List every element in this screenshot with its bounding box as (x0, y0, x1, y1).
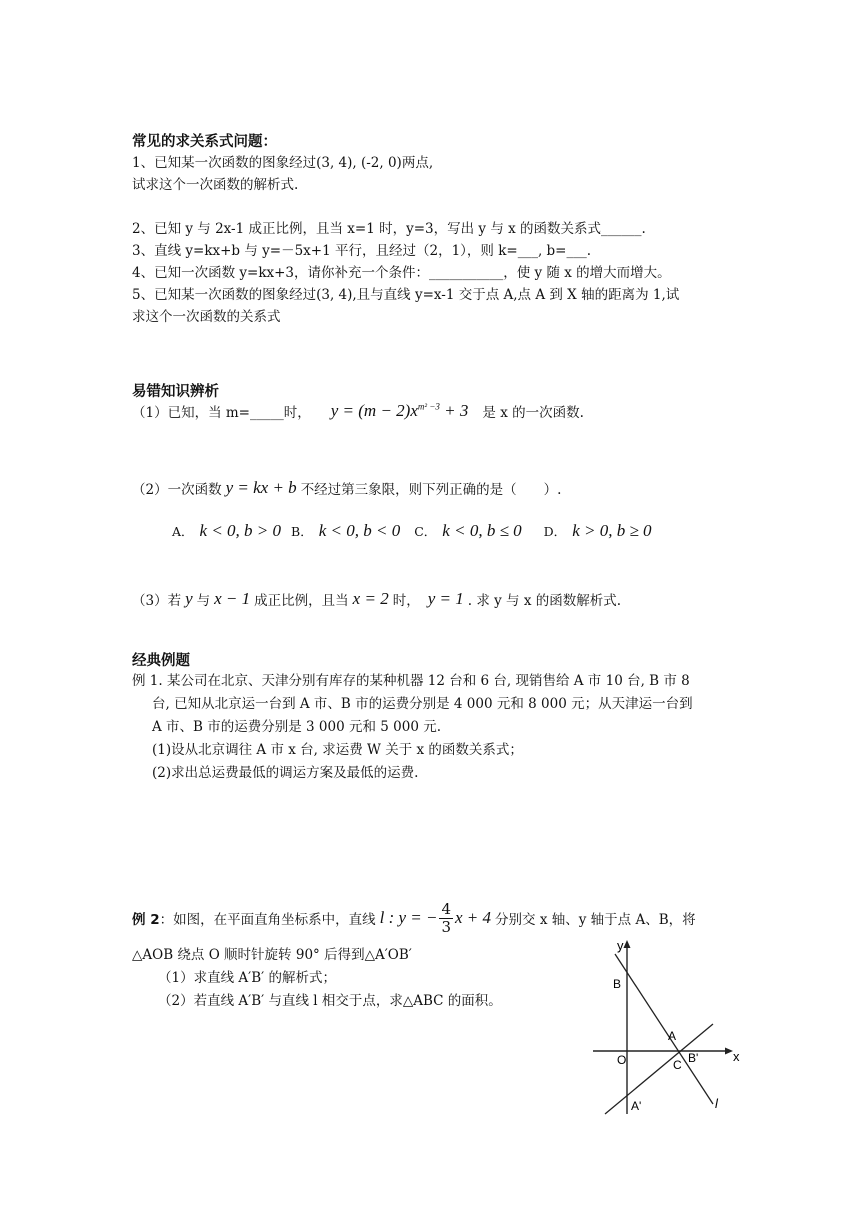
q3-text-b: 与 (196, 593, 211, 609)
label-l: l (715, 1096, 718, 1111)
problem-2: 2、已知 y 与 2x-1 成正比例，且当 x=1 时，y=3，写出 y 与 x 的函数关系式______. (132, 221, 646, 237)
problem-4: 4、已知一次函数 y=kx+3，请你补充一个条件：___________，使 y 随 x 的增大而增大。 (132, 265, 671, 281)
q3-y-eq-1: y = 1 (427, 589, 464, 608)
example-2-label: 例 2 (132, 912, 160, 928)
q2-prefix: （2）一次函数 (132, 482, 222, 498)
label-o: O (617, 1053, 627, 1067)
option-d-expr: k > 0, b ≥ 0 (572, 521, 652, 540)
label-y: y (617, 938, 624, 953)
problem-5-line-2: 求这个一次函数的关系式 (132, 309, 281, 325)
label-a: A (668, 1029, 677, 1043)
figure-background (587, 936, 749, 1120)
example-1-line-1: 例 1. 某公司在北京、天津分别有库存的某种机器 12 台和 6 台, 现销售给 A 市 10 台, B 市 8 (132, 673, 690, 689)
q3-x-eq-2: x = 2 (352, 589, 389, 608)
label-x: x (733, 1049, 740, 1064)
error-question-2 (132, 476, 561, 500)
example-1-line-3: A 市、B 市的运费分别是 3 000 元和 5 000 元. (152, 719, 442, 735)
section-heading-common: 常见的求关系式问题： (132, 134, 277, 150)
example-2-text-c: 分别交 x 轴、y 轴于点 A、B，将 (495, 912, 696, 928)
example-2-line-l: l : y = − (379, 908, 438, 927)
option-d-label: D． (543, 524, 567, 539)
problem-3: 3、直线 y=kx+b 与 y=－5x+1 平行，且经过（2，1），则 k=___, b=___. (132, 243, 592, 259)
q2-suffix: 不经过第三象限，则下列正确的是（ ）. (300, 482, 562, 498)
example-1-q1: (1)设从北京调往 A 市 x 台, 求运费 W 关于 x 的函数关系式； (152, 742, 523, 758)
error-question-1 (132, 398, 584, 424)
q3-x-minus-1: x − 1 (214, 589, 251, 608)
example-2-x-plus-4: x + 4 (455, 908, 492, 927)
option-a-label: A． (172, 524, 194, 539)
example-2-q2: （2）若直线 A′B′ 与直线 l 相交于点，求△ABC 的面积。 (158, 993, 502, 1009)
example-2-line-2: △AOB 绕点 O 顺时针旋转 90° 后得到△A′OB′ (132, 947, 412, 963)
label-a-prime: A' (631, 1099, 642, 1113)
option-b-expr: k < 0, b < 0 (318, 521, 401, 540)
q3-y: y (185, 589, 193, 608)
example-2-line-1 (132, 896, 696, 940)
problem-1-line-1: 1、已知某一次函数的图象经过(3, 4), (-2, 0)两点, (132, 155, 434, 171)
fraction-4-3: $\frac{4}{3}$ (441, 899, 452, 936)
example-2-q1: （1）求直线 A′B′ 的解析式； (158, 970, 336, 986)
option-b-label: B． (291, 524, 313, 539)
q3-text-e: . 求 y 与 x 的函数解析式. (467, 593, 622, 609)
q1-suffix: 是 x 的一次函数. (482, 405, 584, 421)
error-question-3 (132, 587, 621, 611)
section-heading-examples: 经典例题 (132, 653, 190, 669)
label-b: B (613, 977, 622, 991)
option-c-expr: k < 0, b ≤ 0 (442, 521, 522, 540)
q1-prefix: （1）已知，当 m=_____时， (132, 405, 311, 421)
q3-text-c: 成正比例，且当 (254, 593, 349, 609)
q1-formula: $y = (m - 2)x^{m^2 -3} + 3$ (330, 401, 469, 420)
q2-options (172, 519, 652, 543)
example-1-q2: (2)求出总运费最低的调运方案及最低的运费. (152, 765, 419, 781)
label-b-prime: B' (688, 1051, 699, 1065)
q1-exponent: m² −3 (417, 401, 440, 412)
option-a-expr: k < 0, b > 0 (199, 521, 282, 540)
q3-text-a: （3）若 (132, 593, 182, 609)
example-1-line-2: 台, 已知从北京运一台到 A 市、B 市的运费分别是 4 000 元和 8 000 元；从天津运一台到 (152, 696, 693, 712)
option-c-label: C． (414, 524, 437, 539)
q2-formula: y = kx + b (225, 478, 297, 497)
section-heading-errors: 易错知识辨析 (132, 384, 219, 400)
problem-5-line-1: 5、已知某一次函数的图象经过(3, 4),且与直线 y=x-1 交于点 A,点 A 到 X 轴的距离为 1,试 (132, 287, 680, 303)
example-2-text-a: ：如图，在平面直角坐标系中，直线 (159, 912, 376, 928)
coordinate-figure (587, 936, 749, 1120)
label-c: C (673, 1058, 682, 1072)
q3-text-d: 时， (392, 593, 420, 609)
problem-1-line-2: 试求这个一次函数的解析式. (132, 177, 299, 193)
